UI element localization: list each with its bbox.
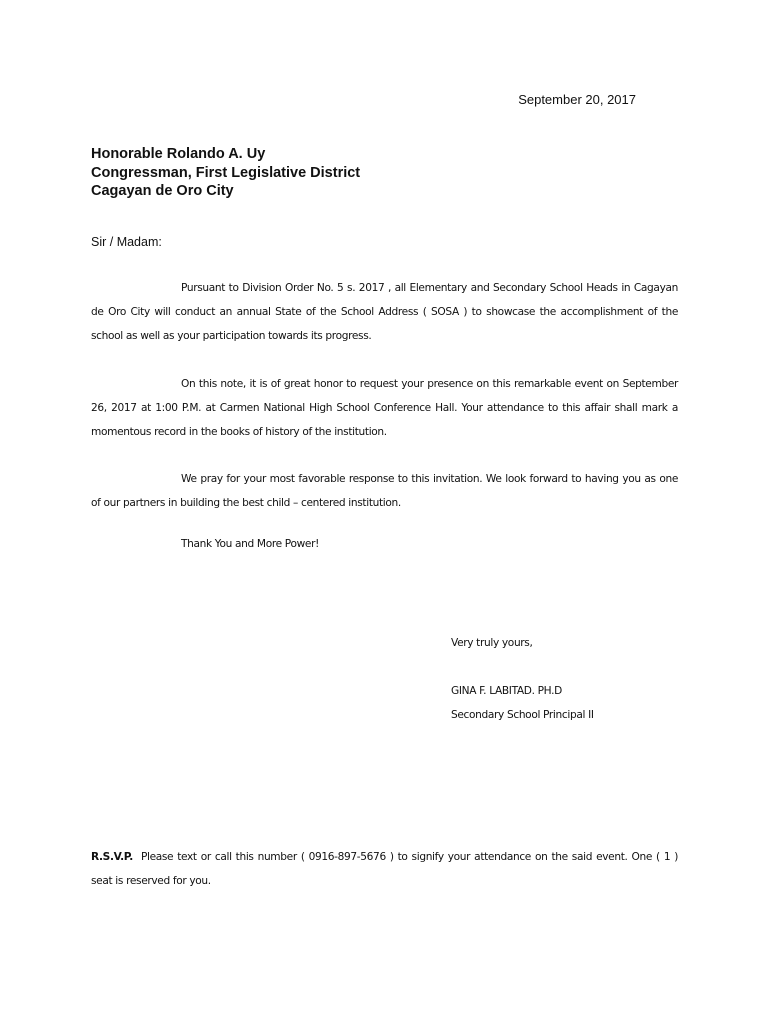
body-paragraph-1: Pursuant to Division Order No. 5 s. 2017 , all Elementary and Secondary School Heads in Cagayan de Oro City will conduct an annual State of the School Address ( SOSA ) to showcase the accomplishment of the school as well as your participation towards its progress. — [91, 282, 678, 342]
addressee-location: Cagayan de Oro City — [91, 183, 234, 199]
addressee-block — [91, 145, 360, 201]
rsvp-text: Please text or call this number ( 0916-897-5676 ) to signify your attendance on the said event. One ( 1 ) seat is reserved for you. — [91, 851, 678, 887]
signatory-name: GINA F. LABITAD. PH.D — [451, 685, 562, 697]
rsvp-note — [91, 845, 678, 893]
body-paragraph-2: On this note, it is of great honor to request your presence on this remarkable event on September 26, 2017 at 1:00 P.M. at Carmen National High School Conference Hall. Your attendance to this affair shall mark a momentous record in the books of history of the institution. — [91, 378, 678, 438]
addressee-title: Congressman, First Legislative District — [91, 164, 361, 181]
salutation: Sir / Madam: — [91, 235, 162, 249]
closing-line: Very truly yours, — [451, 637, 533, 649]
rsvp-label: R.S.V.P. — [91, 851, 133, 863]
letter-date: September 20, 2017 — [518, 92, 636, 107]
thanks-line: Thank You and More Power! — [181, 538, 319, 550]
signatory-position: Secondary School Principal II — [451, 709, 594, 721]
addressee-name: Honorable Rolando A. Uy — [91, 146, 266, 162]
body-paragraph-3: We pray for your most favorable response to this invitation. We look forward to having you as one of our partners in building the best child – centered institution. — [91, 473, 678, 509]
